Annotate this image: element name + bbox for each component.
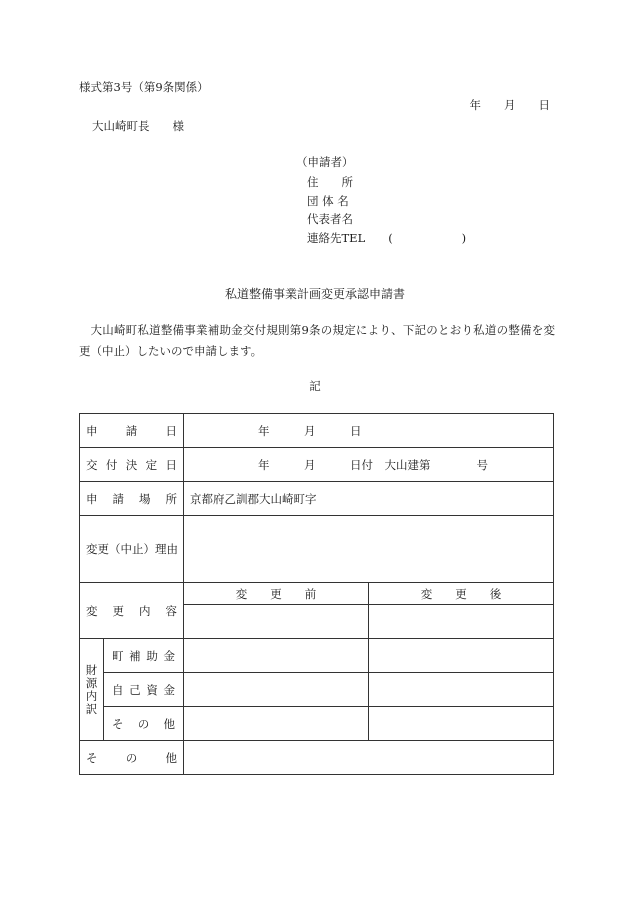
label-char: 町 <box>112 648 124 663</box>
label-char: 変 <box>86 542 98 556</box>
grant-decision-text: 年 月 日付 大山建第 号 <box>258 457 488 472</box>
label-char: 所 <box>165 491 177 506</box>
label-char: 付 <box>105 457 118 472</box>
application-date-label-text <box>86 423 177 439</box>
label-char: 変 <box>86 603 98 618</box>
application-date-value[interactable] <box>184 414 554 448</box>
grant-decision-label <box>80 448 184 482</box>
label-char: 申 <box>86 423 98 438</box>
label-char: 場 <box>139 491 151 506</box>
label-char: 理 <box>155 542 167 556</box>
other-label-text <box>86 750 177 766</box>
town-subsidy-label-text <box>112 648 175 664</box>
label-char: の <box>125 750 138 765</box>
location-value[interactable] <box>184 482 554 516</box>
form-number: 様式第3号（第9条関係） <box>79 80 209 94</box>
contents-label <box>80 583 184 639</box>
contents-after-value[interactable] <box>369 605 554 639</box>
reason-label <box>80 516 184 583</box>
row-funding-other <box>80 707 554 741</box>
label-char: 更 <box>97 542 109 556</box>
label-char: 決 <box>125 457 138 472</box>
row-town-subsidy <box>80 639 554 673</box>
label-char: 請 <box>125 423 138 438</box>
label-char: 資 <box>146 682 158 697</box>
funding-label-char: 財 <box>85 662 98 677</box>
label-char: 内 <box>139 603 151 618</box>
after-header: 変 更 後 <box>369 583 554 605</box>
label-char: 請 <box>112 491 124 506</box>
label-char: 由 <box>166 542 178 556</box>
contents-before-value[interactable] <box>184 605 369 639</box>
label-char: 交 <box>86 457 98 472</box>
label-char: 他 <box>165 750 177 765</box>
row-own-funds <box>80 673 554 707</box>
ki-heading: 記 <box>309 379 321 393</box>
row-contents-header <box>80 583 554 605</box>
label-char: 容 <box>165 603 177 618</box>
funding-other-before[interactable] <box>184 707 369 741</box>
contact-tel-label: 連絡先TEL ( ) <box>307 231 467 245</box>
label-char: 定 <box>145 457 158 472</box>
label-char: 日 <box>165 457 177 472</box>
row-other <box>80 741 554 775</box>
addressee: 大山崎町長 様 <box>92 119 184 133</box>
location-text: 京都府乙訓郡大山崎町字 <box>190 491 317 506</box>
document-title: 私道整備事業計画変更承認申請書 <box>224 287 405 301</box>
applicant-heading: （申請者） <box>296 155 354 169</box>
funding-label-char: 内 <box>85 688 98 703</box>
funding-other-label-text <box>112 716 175 732</box>
row-grant-decision <box>80 448 554 482</box>
contents-label-text <box>86 603 177 619</box>
funding-other-after[interactable] <box>369 707 554 741</box>
application-date-text: 年 月 日 <box>258 423 362 438</box>
town-subsidy-after[interactable] <box>369 639 554 673</box>
funding-label <box>80 639 104 741</box>
town-subsidy-before[interactable] <box>184 639 369 673</box>
document-body: 大山崎町私道整備事業補助金交付規則第9条の規定により、下記のとおり私道の整備を変更（中止）したいので申請します。 <box>79 323 555 358</box>
label-char: 金 <box>163 682 175 697</box>
label-char: 申 <box>86 491 98 506</box>
application-table <box>79 413 554 775</box>
location-label <box>80 482 184 516</box>
town-subsidy-label <box>104 639 184 673</box>
own-funds-after[interactable] <box>369 673 554 707</box>
grant-decision-value[interactable] <box>184 448 554 482</box>
label-char: そ <box>86 750 98 765</box>
application-date-label <box>80 414 184 448</box>
grant-decision-label-text <box>86 457 177 473</box>
before-header: 変 更 前 <box>184 583 369 605</box>
label-char: 更 <box>112 603 124 618</box>
reason-value[interactable] <box>184 516 554 583</box>
other-value[interactable] <box>184 741 554 775</box>
own-funds-before[interactable] <box>184 673 369 707</box>
own-funds-label <box>104 673 184 707</box>
date-line: 年 月 日 <box>469 98 550 112</box>
label-char: 助 <box>146 648 158 663</box>
label-char: （中 <box>109 542 132 556</box>
label-char: の <box>137 716 150 731</box>
label-char: 日 <box>165 423 177 438</box>
label-char: そ <box>112 716 124 731</box>
address-label: 住 所 <box>307 175 353 189</box>
label-char: 止） <box>132 542 155 556</box>
own-funds-label-text <box>112 682 175 698</box>
funding-other-label <box>104 707 184 741</box>
representative-label: 代表者名 <box>307 212 353 226</box>
location-label-text <box>86 491 177 507</box>
reason-label-text <box>86 541 177 557</box>
label-char: 補 <box>129 648 141 663</box>
label-char: 己 <box>129 682 141 697</box>
row-application-date <box>80 414 554 448</box>
row-location <box>80 482 554 516</box>
label-char: 自 <box>112 682 124 697</box>
other-label <box>80 741 184 775</box>
label-char: 他 <box>163 716 175 731</box>
group-name-label: 団 体 名 <box>307 194 349 208</box>
funding-label-char: 訳 <box>85 701 98 716</box>
row-reason <box>80 516 554 583</box>
funding-label-char: 源 <box>85 675 98 690</box>
label-char: 金 <box>163 648 175 663</box>
